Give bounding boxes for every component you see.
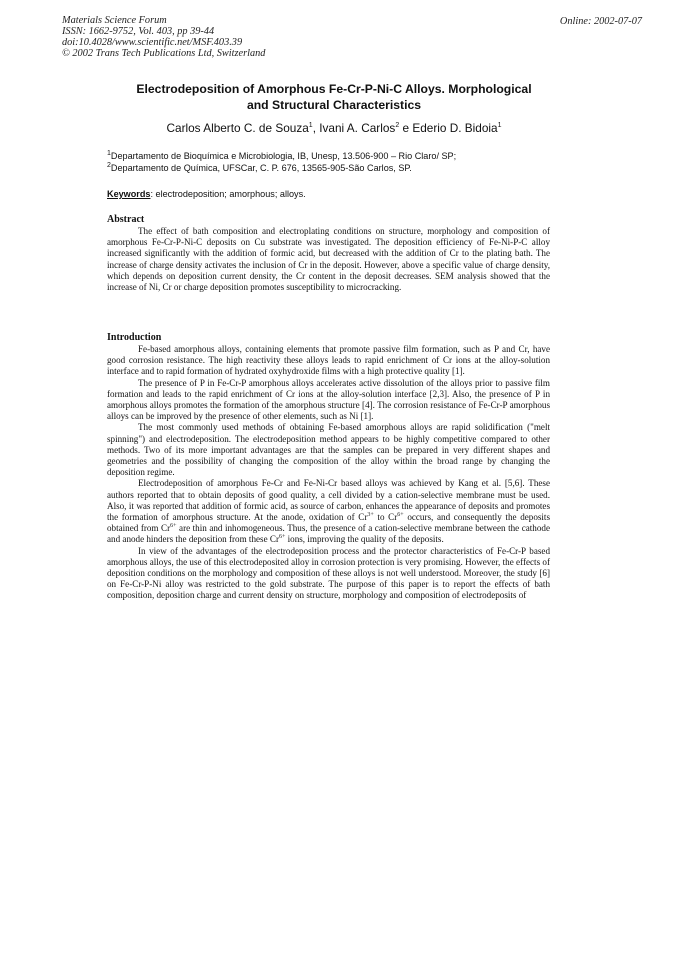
- author-name: Carlos Alberto C. de Souza: [166, 121, 309, 135]
- author-affiliation-mark: 2: [395, 122, 400, 130]
- keywords-text: electrodeposition; amorphous; alloys.: [155, 189, 306, 199]
- abstract-text: The effect of bath composition and electroplating conditions on structure, morphology and composition of amorphous Fe-Cr-P-Ni-C deposits on Cu substrate was investigated. The deposition efficiency of Fe-Ni-P-C alloy increased significantly with the addition of formic acid, but decreased with the addition of Cr to the plating bath. The increase of charge density activates the inclusion of Cr in the deposit. However, above a specific value of charge density, which depends on deposition current density, the Cr content in the deposit decreases. SEM analysis showed that the increase of Ni, Cr or charge deposition promotes susceptibility to microcracking.: [107, 226, 550, 293]
- intro-p4-text-c: occurs, and consequently the deposits obtained from Cr: [107, 512, 550, 534]
- abstract-heading: Abstract: [107, 214, 145, 225]
- author-affiliation-mark: 1: [308, 122, 313, 130]
- keywords-colon: :: [150, 189, 156, 199]
- affiliation-1: [107, 151, 550, 163]
- abstract-section: [107, 214, 550, 293]
- intro-paragraph-5: In view of the advantages of the electrodeposition process and the protector characteristics of Fe-Cr-P based amorphous alloys, the use of this electrodeposited alloy in corrosion protection is very promising. However, the effects of deposition conditions on the morphology and composition of these alloys is not well understood. Moreover, the study [6] on Fe-Cr-P-Ni alloy was restricted to the gold substrate. The purpose of this paper is to report the effects of bath composition, deposition charge and current density on structure, morphology and composition of electrodeposits of: [107, 545, 550, 601]
- intro-p4-text-b: to Cr: [373, 512, 398, 523]
- affiliation-number: 2: [107, 161, 111, 169]
- intro-p4-text-a: Electrodeposition of amorphous Fe-Cr and Fe-Ni-Cr based alloys was achieved by Kang et al. [5,6]. These authors reported that to obtain deposits of good quality, a cell divided by a cation-selective membrane must be used. Also, it was reported that addition of formic acid, as source of carbon, enhances the appearance of deposits and promotes the formation of amorphous structure. At the anode, oxidation of Cr: [107, 478, 550, 523]
- ion-charge: 3+: [367, 512, 374, 519]
- keywords-label: Keywords: [107, 189, 151, 199]
- paper-title: [100, 82, 568, 113]
- affiliation-number: 1: [107, 149, 111, 157]
- author-list: [80, 121, 588, 135]
- paper-title-line-1: Electrodeposition of Amorphous Fe-Cr-P-Ni-C Alloys. Morphological: [136, 82, 532, 96]
- journal-doi[interactable]: doi:10.4028/www.scientific.net/MSF.403.39: [62, 37, 243, 48]
- author-name: Ederio D. Bidoia: [412, 121, 498, 135]
- ion-charge: 6+: [170, 523, 177, 530]
- intro-paragraph-1: Fe-based amorphous alloys, containing elements that promote passive film formation, such as P and Cr, have good corrosion resistance. The high reactivity these alloys leads to rapid enrichment of Cr ions at the alloy-solution interface and to rapid formation of hydrated oxyhydroxide films with a high protective quality [1].: [107, 344, 550, 377]
- introduction-section: [107, 332, 550, 602]
- author-name: Ivani A. Carlos: [319, 121, 396, 135]
- keywords: [107, 189, 550, 200]
- intro-p4-text-e: ions, improving the quality of the deposits.: [285, 534, 444, 545]
- intro-paragraph-4: [107, 478, 550, 545]
- ion-charge: 6+: [278, 534, 286, 541]
- intro-paragraph-3: The most commonly used methods of obtaining Fe-based amorphous alloys are rapid solidification ("melt spinning") and electrodeposition. The electrodeposition method appears to be highly competitive compared to other methods. Two of its more important advantages are that the samples can be prepared in very different shapes and geometries and the possibility of changing the composition of the alloy within the broad range by changing the deposition regime.: [107, 422, 550, 478]
- online-date: Online: 2002-07-07: [559, 16, 642, 27]
- affiliation-2: [107, 163, 550, 175]
- affiliation-text: Departamento de Bioquímica e Microbiologia, IB, Unesp, 13.506-900 – Rio Claro/ SP;: [110, 151, 457, 161]
- author-separator: ,: [312, 121, 320, 135]
- intro-paragraph-2: The presence of P in Fe-Cr-P amorphous alloys accelerates active dissolution of the alloys prior to passive film formation and leads to the rapid enrichment of Cr ions at the alloy-solution interface [2,3]. Also, the presence of P in amorphous alloys promotes the formation of the amorphous structure [4]. The corrosion resistance of Fe-Cr-P amorphous alloys can be improved by the presence of other elements, such as Ni [1].: [107, 377, 550, 422]
- author-separator: e: [399, 121, 413, 135]
- paper-title-line-2: and Structural Characteristics: [246, 97, 422, 112]
- affiliation-text: Departamento de Química, UFSCar, C. P. 676, 13565-905-São Carlos, SP.: [110, 162, 412, 173]
- introduction-heading: Introduction: [107, 332, 162, 343]
- affiliations: [107, 151, 550, 174]
- ion-charge: 6+: [397, 512, 404, 519]
- journal-header: [62, 15, 265, 59]
- author-affiliation-mark: 1: [497, 122, 502, 130]
- journal-issn: ISSN: 1662-9752, Vol. 403, pp 39-44: [62, 26, 215, 37]
- journal-copyright: © 2002 Trans Tech Publications Ltd, Switzerland: [62, 48, 266, 59]
- intro-p4-text-d: are thin and inhomogeneous. Thus, the presence of a cation-selective membrane between the cathode and anode hinders the deposition from these Cr: [107, 523, 550, 545]
- journal-name: Materials Science Forum: [62, 15, 167, 26]
